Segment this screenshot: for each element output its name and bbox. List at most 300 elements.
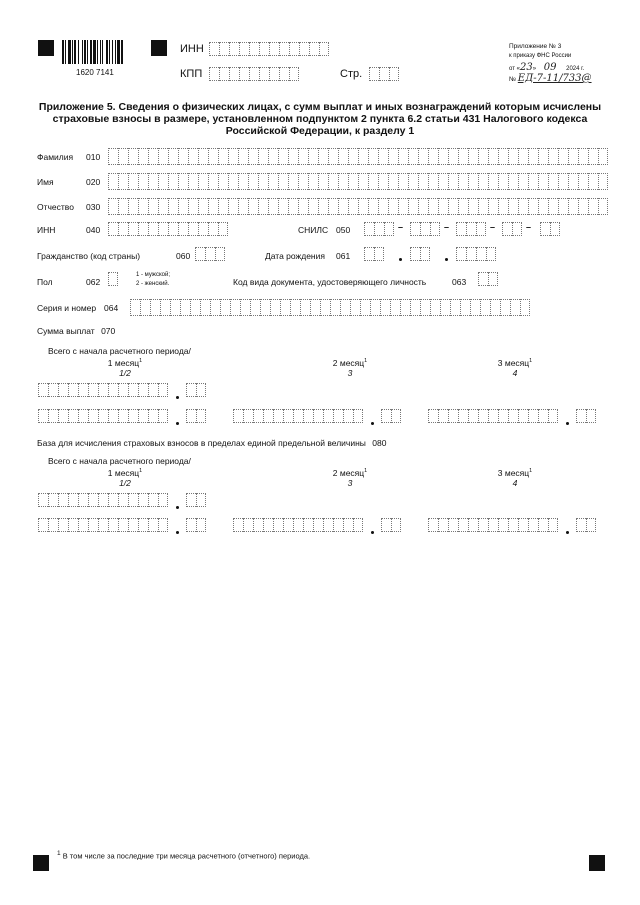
input-cell[interactable] xyxy=(466,247,476,261)
input-cell[interactable] xyxy=(538,518,548,532)
input-cell[interactable] xyxy=(279,42,289,56)
input-cell[interactable] xyxy=(308,173,318,190)
input-cell[interactable] xyxy=(303,409,313,423)
input-cell[interactable] xyxy=(500,299,510,316)
input-cell[interactable] xyxy=(388,173,398,190)
input-cell[interactable] xyxy=(379,67,389,81)
input-cell[interactable] xyxy=(420,299,430,316)
input-cell[interactable] xyxy=(238,173,248,190)
input-cell[interactable] xyxy=(228,148,238,165)
input-cell[interactable] xyxy=(318,173,328,190)
input-cell[interactable] xyxy=(209,42,219,56)
input-cell[interactable] xyxy=(186,493,196,507)
input-cell[interactable] xyxy=(229,42,239,56)
input-cell[interactable] xyxy=(518,148,528,165)
input-cell[interactable] xyxy=(268,173,278,190)
input-cell[interactable] xyxy=(340,299,350,316)
input-cell[interactable] xyxy=(88,518,98,532)
input-cell[interactable] xyxy=(68,409,78,423)
input-cell[interactable] xyxy=(548,198,558,215)
input-cell[interactable] xyxy=(586,409,596,423)
input-cell[interactable] xyxy=(550,222,560,236)
input-cell[interactable] xyxy=(343,518,353,532)
input-cell[interactable] xyxy=(518,409,528,423)
input-cell[interactable] xyxy=(578,173,588,190)
input-cell[interactable] xyxy=(58,409,68,423)
input-cell[interactable] xyxy=(288,173,298,190)
input-cell[interactable] xyxy=(273,409,283,423)
input-cell[interactable] xyxy=(488,173,498,190)
input-cell[interactable] xyxy=(158,148,168,165)
input-cell[interactable] xyxy=(38,409,48,423)
input-cell[interactable] xyxy=(420,247,430,261)
base-total-cells[interactable] xyxy=(38,493,168,507)
input-cell[interactable] xyxy=(418,173,428,190)
input-cell[interactable] xyxy=(196,518,206,532)
input-cell[interactable] xyxy=(108,272,118,286)
input-cell[interactable] xyxy=(548,518,558,532)
input-cell[interactable] xyxy=(338,148,348,165)
input-cell[interactable] xyxy=(158,409,168,423)
input-cell[interactable] xyxy=(88,409,98,423)
input-cell[interactable] xyxy=(290,299,300,316)
input-cell[interactable] xyxy=(48,493,58,507)
input-cell[interactable] xyxy=(438,148,448,165)
input-cell[interactable] xyxy=(238,198,248,215)
input-cell[interactable] xyxy=(259,42,269,56)
input-cell[interactable] xyxy=(508,148,518,165)
input-cell[interactable] xyxy=(263,518,273,532)
input-cell[interactable] xyxy=(218,173,228,190)
input-cell[interactable] xyxy=(358,148,368,165)
input-cell[interactable] xyxy=(140,299,150,316)
base-m2-kopecks[interactable] xyxy=(381,518,401,532)
input-cell[interactable] xyxy=(348,148,358,165)
input-cell[interactable] xyxy=(263,409,273,423)
input-cell[interactable] xyxy=(186,518,196,532)
input-cell[interactable] xyxy=(279,67,289,81)
input-cell[interactable] xyxy=(233,518,243,532)
input-cell[interactable] xyxy=(178,173,188,190)
input-cell[interactable] xyxy=(420,222,430,236)
input-cell[interactable] xyxy=(108,198,118,215)
input-cell[interactable] xyxy=(381,518,391,532)
input-cell[interactable] xyxy=(288,148,298,165)
input-cell[interactable] xyxy=(309,42,319,56)
input-cell[interactable] xyxy=(308,148,318,165)
input-cell[interactable] xyxy=(215,247,225,261)
input-cell[interactable] xyxy=(250,299,260,316)
input-cell[interactable] xyxy=(195,247,205,261)
input-cell[interactable] xyxy=(178,198,188,215)
input-cell[interactable] xyxy=(88,383,98,397)
input-cell[interactable] xyxy=(249,67,259,81)
input-cell[interactable] xyxy=(248,148,258,165)
input-cell[interactable] xyxy=(196,409,206,423)
input-cell[interactable] xyxy=(502,222,512,236)
input-cell[interactable] xyxy=(498,518,508,532)
input-cell[interactable] xyxy=(158,173,168,190)
input-cell[interactable] xyxy=(456,247,466,261)
input-cell[interactable] xyxy=(298,173,308,190)
input-cell[interactable] xyxy=(408,148,418,165)
input-cell[interactable] xyxy=(283,518,293,532)
input-cell[interactable] xyxy=(448,198,458,215)
input-cell[interactable] xyxy=(310,299,320,316)
input-cell[interactable] xyxy=(478,518,488,532)
input-cell[interactable] xyxy=(390,299,400,316)
input-cell[interactable] xyxy=(428,173,438,190)
input-cell[interactable] xyxy=(68,383,78,397)
input-cell[interactable] xyxy=(98,383,108,397)
name-cells[interactable] xyxy=(108,173,608,190)
input-cell[interactable] xyxy=(448,148,458,165)
input-cell[interactable] xyxy=(118,493,128,507)
input-cell[interactable] xyxy=(38,493,48,507)
input-cell[interactable] xyxy=(128,493,138,507)
input-cell[interactable] xyxy=(440,299,450,316)
input-cell[interactable] xyxy=(384,222,394,236)
snils-cells-5[interactable] xyxy=(540,222,560,236)
input-cell[interactable] xyxy=(498,198,508,215)
input-cell[interactable] xyxy=(188,222,198,236)
input-cell[interactable] xyxy=(180,299,190,316)
input-cell[interactable] xyxy=(498,409,508,423)
input-cell[interactable] xyxy=(198,222,208,236)
input-cell[interactable] xyxy=(293,409,303,423)
input-cell[interactable] xyxy=(598,173,608,190)
input-cell[interactable] xyxy=(196,383,206,397)
input-cell[interactable] xyxy=(283,409,293,423)
input-cell[interactable] xyxy=(578,148,588,165)
input-cell[interactable] xyxy=(289,42,299,56)
input-cell[interactable] xyxy=(186,409,196,423)
payments-m1-kopecks[interactable] xyxy=(186,409,206,423)
input-cell[interactable] xyxy=(548,409,558,423)
input-cell[interactable] xyxy=(168,148,178,165)
sex-cell[interactable] xyxy=(108,272,118,286)
input-cell[interactable] xyxy=(218,198,228,215)
snils-cells-2[interactable] xyxy=(410,222,440,236)
input-cell[interactable] xyxy=(228,173,238,190)
doc-type-cells[interactable] xyxy=(478,272,498,286)
input-cell[interactable] xyxy=(458,518,468,532)
input-cell[interactable] xyxy=(239,67,249,81)
input-cell[interactable] xyxy=(428,148,438,165)
input-cell[interactable] xyxy=(430,222,440,236)
input-cell[interactable] xyxy=(378,173,388,190)
input-cell[interactable] xyxy=(528,148,538,165)
input-cell[interactable] xyxy=(243,409,253,423)
input-cell[interactable] xyxy=(118,409,128,423)
input-cell[interactable] xyxy=(486,247,496,261)
input-cell[interactable] xyxy=(258,173,268,190)
input-cell[interactable] xyxy=(308,198,318,215)
input-cell[interactable] xyxy=(269,67,279,81)
input-cell[interactable] xyxy=(488,518,498,532)
input-cell[interactable] xyxy=(478,409,488,423)
input-cell[interactable] xyxy=(568,173,578,190)
input-cell[interactable] xyxy=(408,173,418,190)
input-cell[interactable] xyxy=(108,222,118,236)
input-cell[interactable] xyxy=(98,409,108,423)
input-cell[interactable] xyxy=(208,222,218,236)
input-cell[interactable] xyxy=(289,67,299,81)
input-cell[interactable] xyxy=(358,173,368,190)
input-cell[interactable] xyxy=(158,493,168,507)
base-m2-cells[interactable] xyxy=(233,518,363,532)
input-cell[interactable] xyxy=(188,198,198,215)
input-cell[interactable] xyxy=(148,409,158,423)
input-cell[interactable] xyxy=(518,518,528,532)
inn-cells[interactable] xyxy=(108,222,228,236)
input-cell[interactable] xyxy=(108,518,118,532)
input-cell[interactable] xyxy=(350,299,360,316)
base-total-kopecks[interactable] xyxy=(186,493,206,507)
header-page-cells[interactable] xyxy=(369,67,399,81)
base-m3-cells[interactable] xyxy=(428,518,558,532)
input-cell[interactable] xyxy=(268,148,278,165)
input-cell[interactable] xyxy=(78,518,88,532)
input-cell[interactable] xyxy=(200,299,210,316)
input-cell[interactable] xyxy=(108,173,118,190)
input-cell[interactable] xyxy=(438,198,448,215)
input-cell[interactable] xyxy=(480,299,490,316)
input-cell[interactable] xyxy=(540,222,550,236)
input-cell[interactable] xyxy=(128,148,138,165)
input-cell[interactable] xyxy=(138,493,148,507)
input-cell[interactable] xyxy=(548,148,558,165)
input-cell[interactable] xyxy=(209,67,219,81)
input-cell[interactable] xyxy=(430,299,440,316)
input-cell[interactable] xyxy=(558,198,568,215)
input-cell[interactable] xyxy=(168,222,178,236)
input-cell[interactable] xyxy=(598,148,608,165)
input-cell[interactable] xyxy=(270,299,280,316)
input-cell[interactable] xyxy=(558,173,568,190)
input-cell[interactable] xyxy=(269,42,279,56)
input-cell[interactable] xyxy=(588,198,598,215)
input-cell[interactable] xyxy=(210,299,220,316)
input-cell[interactable] xyxy=(338,198,348,215)
input-cell[interactable] xyxy=(328,173,338,190)
input-cell[interactable] xyxy=(78,409,88,423)
input-cell[interactable] xyxy=(374,247,384,261)
input-cell[interactable] xyxy=(148,222,158,236)
input-cell[interactable] xyxy=(273,518,283,532)
input-cell[interactable] xyxy=(490,299,500,316)
input-cell[interactable] xyxy=(458,173,468,190)
input-cell[interactable] xyxy=(48,409,58,423)
input-cell[interactable] xyxy=(298,198,308,215)
input-cell[interactable] xyxy=(128,198,138,215)
input-cell[interactable] xyxy=(138,409,148,423)
input-cell[interactable] xyxy=(338,173,348,190)
input-cell[interactable] xyxy=(470,299,480,316)
input-cell[interactable] xyxy=(208,173,218,190)
input-cell[interactable] xyxy=(389,67,399,81)
input-cell[interactable] xyxy=(448,409,458,423)
input-cell[interactable] xyxy=(108,409,118,423)
input-cell[interactable] xyxy=(148,198,158,215)
input-cell[interactable] xyxy=(508,518,518,532)
input-cell[interactable] xyxy=(588,173,598,190)
input-cell[interactable] xyxy=(230,299,240,316)
input-cell[interactable] xyxy=(253,409,263,423)
input-cell[interactable] xyxy=(528,198,538,215)
input-cell[interactable] xyxy=(158,518,168,532)
input-cell[interactable] xyxy=(348,198,358,215)
input-cell[interactable] xyxy=(478,173,488,190)
input-cell[interactable] xyxy=(208,198,218,215)
input-cell[interactable] xyxy=(260,299,270,316)
input-cell[interactable] xyxy=(168,173,178,190)
input-cell[interactable] xyxy=(450,299,460,316)
input-cell[interactable] xyxy=(280,299,290,316)
payments-total-kopecks[interactable] xyxy=(186,383,206,397)
birthdate-month-cells[interactable] xyxy=(410,247,430,261)
input-cell[interactable] xyxy=(48,383,58,397)
input-cell[interactable] xyxy=(108,383,118,397)
input-cell[interactable] xyxy=(358,198,368,215)
input-cell[interactable] xyxy=(330,299,340,316)
input-cell[interactable] xyxy=(428,409,438,423)
input-cell[interactable] xyxy=(148,148,158,165)
input-cell[interactable] xyxy=(478,272,488,286)
input-cell[interactable] xyxy=(239,42,249,56)
base-m1-cells[interactable] xyxy=(38,518,168,532)
input-cell[interactable] xyxy=(381,409,391,423)
input-cell[interactable] xyxy=(178,148,188,165)
input-cell[interactable] xyxy=(391,409,401,423)
input-cell[interactable] xyxy=(218,222,228,236)
input-cell[interactable] xyxy=(258,148,268,165)
input-cell[interactable] xyxy=(353,518,363,532)
input-cell[interactable] xyxy=(220,299,230,316)
input-cell[interactable] xyxy=(468,409,478,423)
surname-cells[interactable] xyxy=(108,148,608,165)
input-cell[interactable] xyxy=(228,198,238,215)
input-cell[interactable] xyxy=(448,518,458,532)
input-cell[interactable] xyxy=(568,198,578,215)
input-cell[interactable] xyxy=(58,493,68,507)
input-cell[interactable] xyxy=(108,148,118,165)
payments-m3-kopecks[interactable] xyxy=(576,409,596,423)
input-cell[interactable] xyxy=(508,173,518,190)
input-cell[interactable] xyxy=(538,148,548,165)
input-cell[interactable] xyxy=(468,148,478,165)
birthdate-day-cells[interactable] xyxy=(364,247,384,261)
input-cell[interactable] xyxy=(410,222,420,236)
input-cell[interactable] xyxy=(466,222,476,236)
input-cell[interactable] xyxy=(198,173,208,190)
input-cell[interactable] xyxy=(299,42,309,56)
input-cell[interactable] xyxy=(258,198,268,215)
input-cell[interactable] xyxy=(128,409,138,423)
input-cell[interactable] xyxy=(512,222,522,236)
input-cell[interactable] xyxy=(198,198,208,215)
input-cell[interactable] xyxy=(158,198,168,215)
input-cell[interactable] xyxy=(298,148,308,165)
citizenship-cells[interactable] xyxy=(195,247,225,261)
input-cell[interactable] xyxy=(243,518,253,532)
input-cell[interactable] xyxy=(229,67,239,81)
input-cell[interactable] xyxy=(518,173,528,190)
input-cell[interactable] xyxy=(148,518,158,532)
input-cell[interactable] xyxy=(160,299,170,316)
input-cell[interactable] xyxy=(186,383,196,397)
input-cell[interactable] xyxy=(320,299,330,316)
input-cell[interactable] xyxy=(58,518,68,532)
input-cell[interactable] xyxy=(418,148,428,165)
input-cell[interactable] xyxy=(188,173,198,190)
input-cell[interactable] xyxy=(428,198,438,215)
input-cell[interactable] xyxy=(398,198,408,215)
base-m1-kopecks[interactable] xyxy=(186,518,206,532)
input-cell[interactable] xyxy=(364,222,374,236)
input-cell[interactable] xyxy=(576,518,586,532)
input-cell[interactable] xyxy=(158,222,168,236)
input-cell[interactable] xyxy=(78,383,88,397)
input-cell[interactable] xyxy=(528,173,538,190)
input-cell[interactable] xyxy=(233,409,243,423)
input-cell[interactable] xyxy=(68,518,78,532)
input-cell[interactable] xyxy=(138,383,148,397)
input-cell[interactable] xyxy=(364,247,374,261)
input-cell[interactable] xyxy=(460,299,470,316)
input-cell[interactable] xyxy=(398,148,408,165)
input-cell[interactable] xyxy=(510,299,520,316)
input-cell[interactable] xyxy=(128,222,138,236)
header-inn-cells[interactable] xyxy=(209,42,329,56)
snils-cells-3[interactable] xyxy=(456,222,486,236)
input-cell[interactable] xyxy=(374,222,384,236)
input-cell[interactable] xyxy=(468,198,478,215)
input-cell[interactable] xyxy=(118,148,128,165)
input-cell[interactable] xyxy=(428,518,438,532)
input-cell[interactable] xyxy=(58,383,68,397)
input-cell[interactable] xyxy=(138,518,148,532)
input-cell[interactable] xyxy=(118,383,128,397)
input-cell[interactable] xyxy=(398,173,408,190)
input-cell[interactable] xyxy=(293,518,303,532)
input-cell[interactable] xyxy=(558,148,568,165)
input-cell[interactable] xyxy=(528,518,538,532)
input-cell[interactable] xyxy=(118,222,128,236)
input-cell[interactable] xyxy=(418,198,428,215)
birthdate-year-cells[interactable] xyxy=(456,247,496,261)
input-cell[interactable] xyxy=(458,198,468,215)
input-cell[interactable] xyxy=(368,148,378,165)
input-cell[interactable] xyxy=(278,173,288,190)
input-cell[interactable] xyxy=(268,198,278,215)
input-cell[interactable] xyxy=(313,409,323,423)
input-cell[interactable] xyxy=(148,493,158,507)
input-cell[interactable] xyxy=(300,299,310,316)
input-cell[interactable] xyxy=(518,198,528,215)
input-cell[interactable] xyxy=(438,173,448,190)
input-cell[interactable] xyxy=(333,409,343,423)
payments-m2-cells[interactable] xyxy=(233,409,363,423)
input-cell[interactable] xyxy=(476,247,486,261)
input-cell[interactable] xyxy=(488,272,498,286)
input-cell[interactable] xyxy=(278,198,288,215)
input-cell[interactable] xyxy=(478,198,488,215)
input-cell[interactable] xyxy=(370,299,380,316)
input-cell[interactable] xyxy=(488,409,498,423)
input-cell[interactable] xyxy=(468,518,478,532)
input-cell[interactable] xyxy=(410,299,420,316)
